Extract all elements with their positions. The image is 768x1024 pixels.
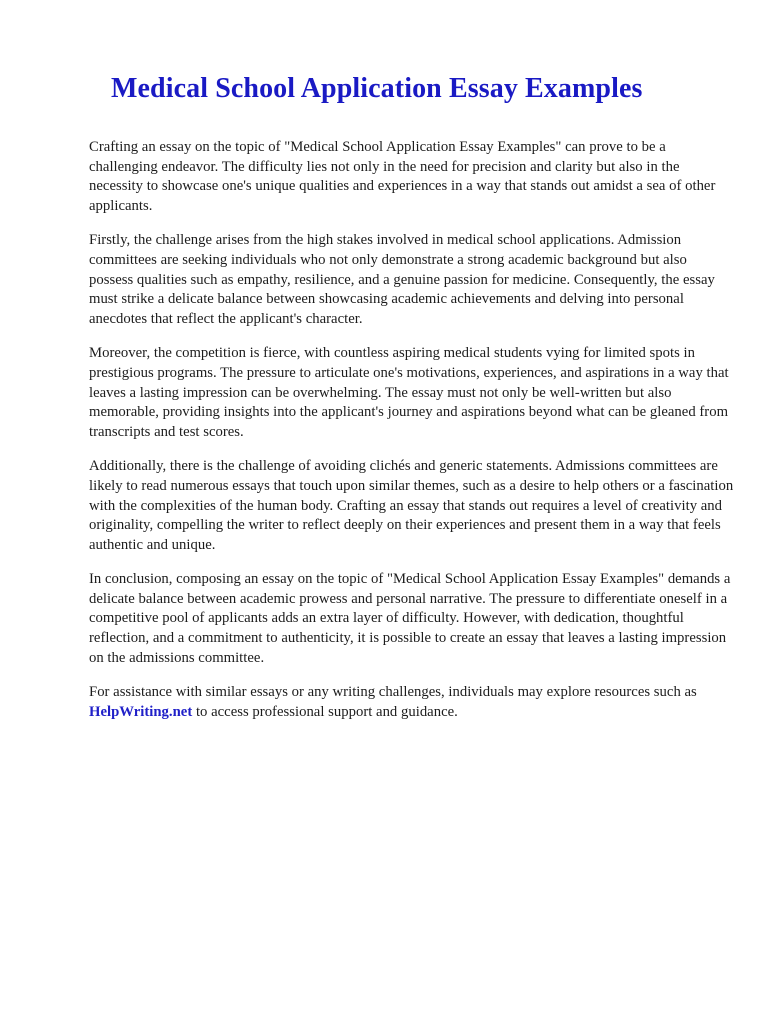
paragraph-intro: Crafting an essay on the topic of "Medical School Application Essay Examples" can prove to be a challenging endeavor. The difficulty lies not only in the need for precision and clarity but also in the necessity to showcase one's unique qualities and experiences in a way that stands out amidst a sea of other applicants. (89, 139, 716, 214)
page-title: Medical School Application Essay Examples (111, 73, 643, 104)
closing-text-after: to access professional support and guidance. (192, 703, 458, 720)
document-body (89, 72, 734, 722)
paragraph-high-stakes: Firstly, the challenge arises from the high stakes involved in medical school applications. Admission committees are seeking individuals who not only demonstrate a strong academic background but also possess qualities such as empathy, resilience, and a genuine passion for medicine. Consequently, the essay must strike a delicate balance between showcasing academic achievements and delving into personal anecdotes that reflect the applicant's character. (89, 232, 715, 327)
helpwriting-link[interactable]: HelpWriting.net (89, 703, 193, 720)
paragraph-closing (89, 683, 734, 722)
paragraph-conclusion: In conclusion, composing an essay on the topic of "Medical School Application Essay Examples" demands a delicate balance between academic prowess and personal narrative. The pressure to differentiate oneself in a competitive pool of applicants adds an extra layer of difficulty. However, with dedication, thoughtful reflection, and a commitment to authenticity, it is possible to create an essay that leaves a lasting impression on the admissions committee. (89, 571, 731, 666)
paragraph-competition: Moreover, the competition is fierce, with countless aspiring medical students vying for limited spots in prestigious programs. The pressure to articulate one's motivations, experiences, and aspirations in a way that leaves a lasting impression can be overwhelming. The essay must not only be well-written but also memorable, providing insights into the applicant's journey and aspirations beyond what can be gleaned from transcripts and test scores. (89, 345, 729, 440)
closing-text-before: For assistance with similar essays or any writing challenges, individuals may explore resources such as (89, 684, 697, 701)
paragraph-cliches: Additionally, there is the challenge of avoiding clichés and generic statements. Admissions committees are likely to read numerous essays that touch upon similar themes, such as a desire to help others or a fascination with the complexities of the human body. Crafting an essay that stands out requires a level of creativity and originality, compelling the writer to reflect deeply on their experiences and present them in a way that feels authentic and unique. (89, 458, 734, 553)
